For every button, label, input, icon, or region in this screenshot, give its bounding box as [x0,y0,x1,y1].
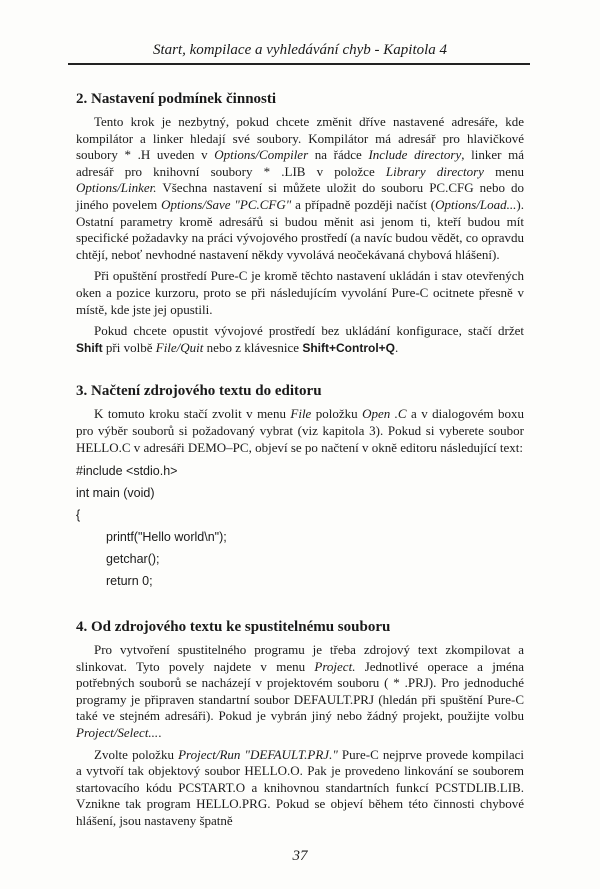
menu-path: File [290,406,312,422]
code-line: return 0; [106,574,153,589]
text-run: . [158,725,162,741]
text-run: , linker má adresář pro knihovní soubory * .LIB v položce [76,147,524,179]
text-run: Tento krok je nezbytný, pokud chcete změnit dříve nastavené adresáře, kde kompilátor a linker hledají své soubory. Kompilátor má adresář pro hlavičkové soubory * .H uveden v [76,114,524,163]
menu-path: Project. [314,658,356,674]
text-run: Pokud chcete opustit vývojové prostředí bez ukládání konfigurace, stačí držet [94,323,524,339]
header-rule [68,63,530,65]
section-heading: 3. Načtení zdrojového textu do editoru [76,383,322,400]
key-combo: Shift+Control+Q [302,340,395,355]
text-run: Pro vytvoření spustitelného programu je třeba zdrojový text zkompilovat a slinkovat. Tyto povely najdete v menu [76,642,524,674]
text-run: Zvolte položku [94,746,179,762]
paragraph [76,114,524,263]
text-run: položku [311,406,363,422]
text-run: menu [483,163,524,179]
page-body [76,90,524,830]
text-run: při volbě [102,339,156,355]
menu-path: Open .C [362,406,407,422]
text-run: a případně později načíst ( [291,196,436,212]
text-run: a v dialogovém boxu pro výběr souborů si požadovaný vybrat (viz kapitola 3). Pokud si vyberete soubor HELLO.C v adresáři DEMO–PC, objeví se po načtení v okně editoru následující text: [76,406,524,455]
menu-path: Project/Select... [76,725,159,741]
paragraph [76,406,524,456]
code-line: getchar(); [106,552,160,567]
running-header: Start, kompilace a vyhledávání chyb - Kapitola 4 [152,42,448,58]
text-run: K tomuto kroku stačí zvolit v menu [94,406,291,422]
text-run: Všechna nastavení si můžete uložit do souboru PC.CFG nebo do jiného povelem [76,180,524,212]
paragraph [76,747,524,830]
section-heading: 4. Od zdrojového textu ke spustitelnému souboru [76,619,391,636]
text-run: na řádce [308,147,369,163]
menu-path: File/Quit [155,339,204,355]
section-4 [76,618,524,830]
paragraph: Při opuštění prostředí Pure-C je kromě těchto nastavení ukládán i stav otevřených oken a pozice kurzoru, proto se při následujícím vyvolání Pure-C ocitnete přesně v místě, kde jste jej opustili. [76,268,524,317]
paragraph [76,323,524,356]
page-number: 37 [292,848,308,864]
text-run: ). Ostatní parametry kromě adresářů si budou měnit asi jenom ti, kteří budou mít specifické požadavky na práci vývojového prostředí (a navíc budou vědět, co opravdu chtějí, neboť nevhodné nastavení někdy vyvolává neočekávaná chybová hlášení). [76,196,524,262]
code-listing [76,460,524,592]
text-run: nebo z klávesnice [203,339,303,355]
text-run: . [395,339,399,355]
menu-path: Project/Run "DEFAULT.PRJ." [178,746,338,762]
menu-path: Options/Load... [435,196,517,212]
code-line: printf("Hello world\n"); [106,530,227,545]
code-line: #include <stdio.h> [76,464,178,479]
section-heading: 2. Nastavení podmínek činnosti [76,91,277,107]
code-line: { [76,508,81,523]
key-name: Shift [76,340,103,355]
section-2 [76,90,524,356]
paragraph [76,642,524,742]
text-run: Jednotlivé operace a jména potřebných souborů se nacházejí v projektovém souboru ( * .PRJ). Pro jednoduché programy je připraven standartní soubor DEFAULT.PRJ (hledán při spuštění Pure-C také ve stejném adresáři). Pokud je vybrán jiný nebo žádný projekt, použijte volbu [76,658,524,724]
menu-path: Options/Save "PC.CFG" [161,196,292,212]
menu-path: Options/Linker. [76,180,157,196]
menu-path: Options/Compiler [214,147,309,163]
text-run: Pure-C nejprve provede kompilaci a vytvoří tak objektový soubor HELLO.O. Pak je provedeno linkování se souborem startovacího kódu PCSTART.O a knihovnou standartních funkcí PCSTDLIB.LIB. Vznikne tak program HELLO.PRG. Pokud se objeví během této činnosti chybové hlášení, jsou nastaveny špatně [76,746,524,829]
section-3 [76,382,524,592]
code-line: int main (void) [76,486,155,501]
menu-path: Library directory [385,163,484,179]
menu-path: Include directory [368,147,462,163]
